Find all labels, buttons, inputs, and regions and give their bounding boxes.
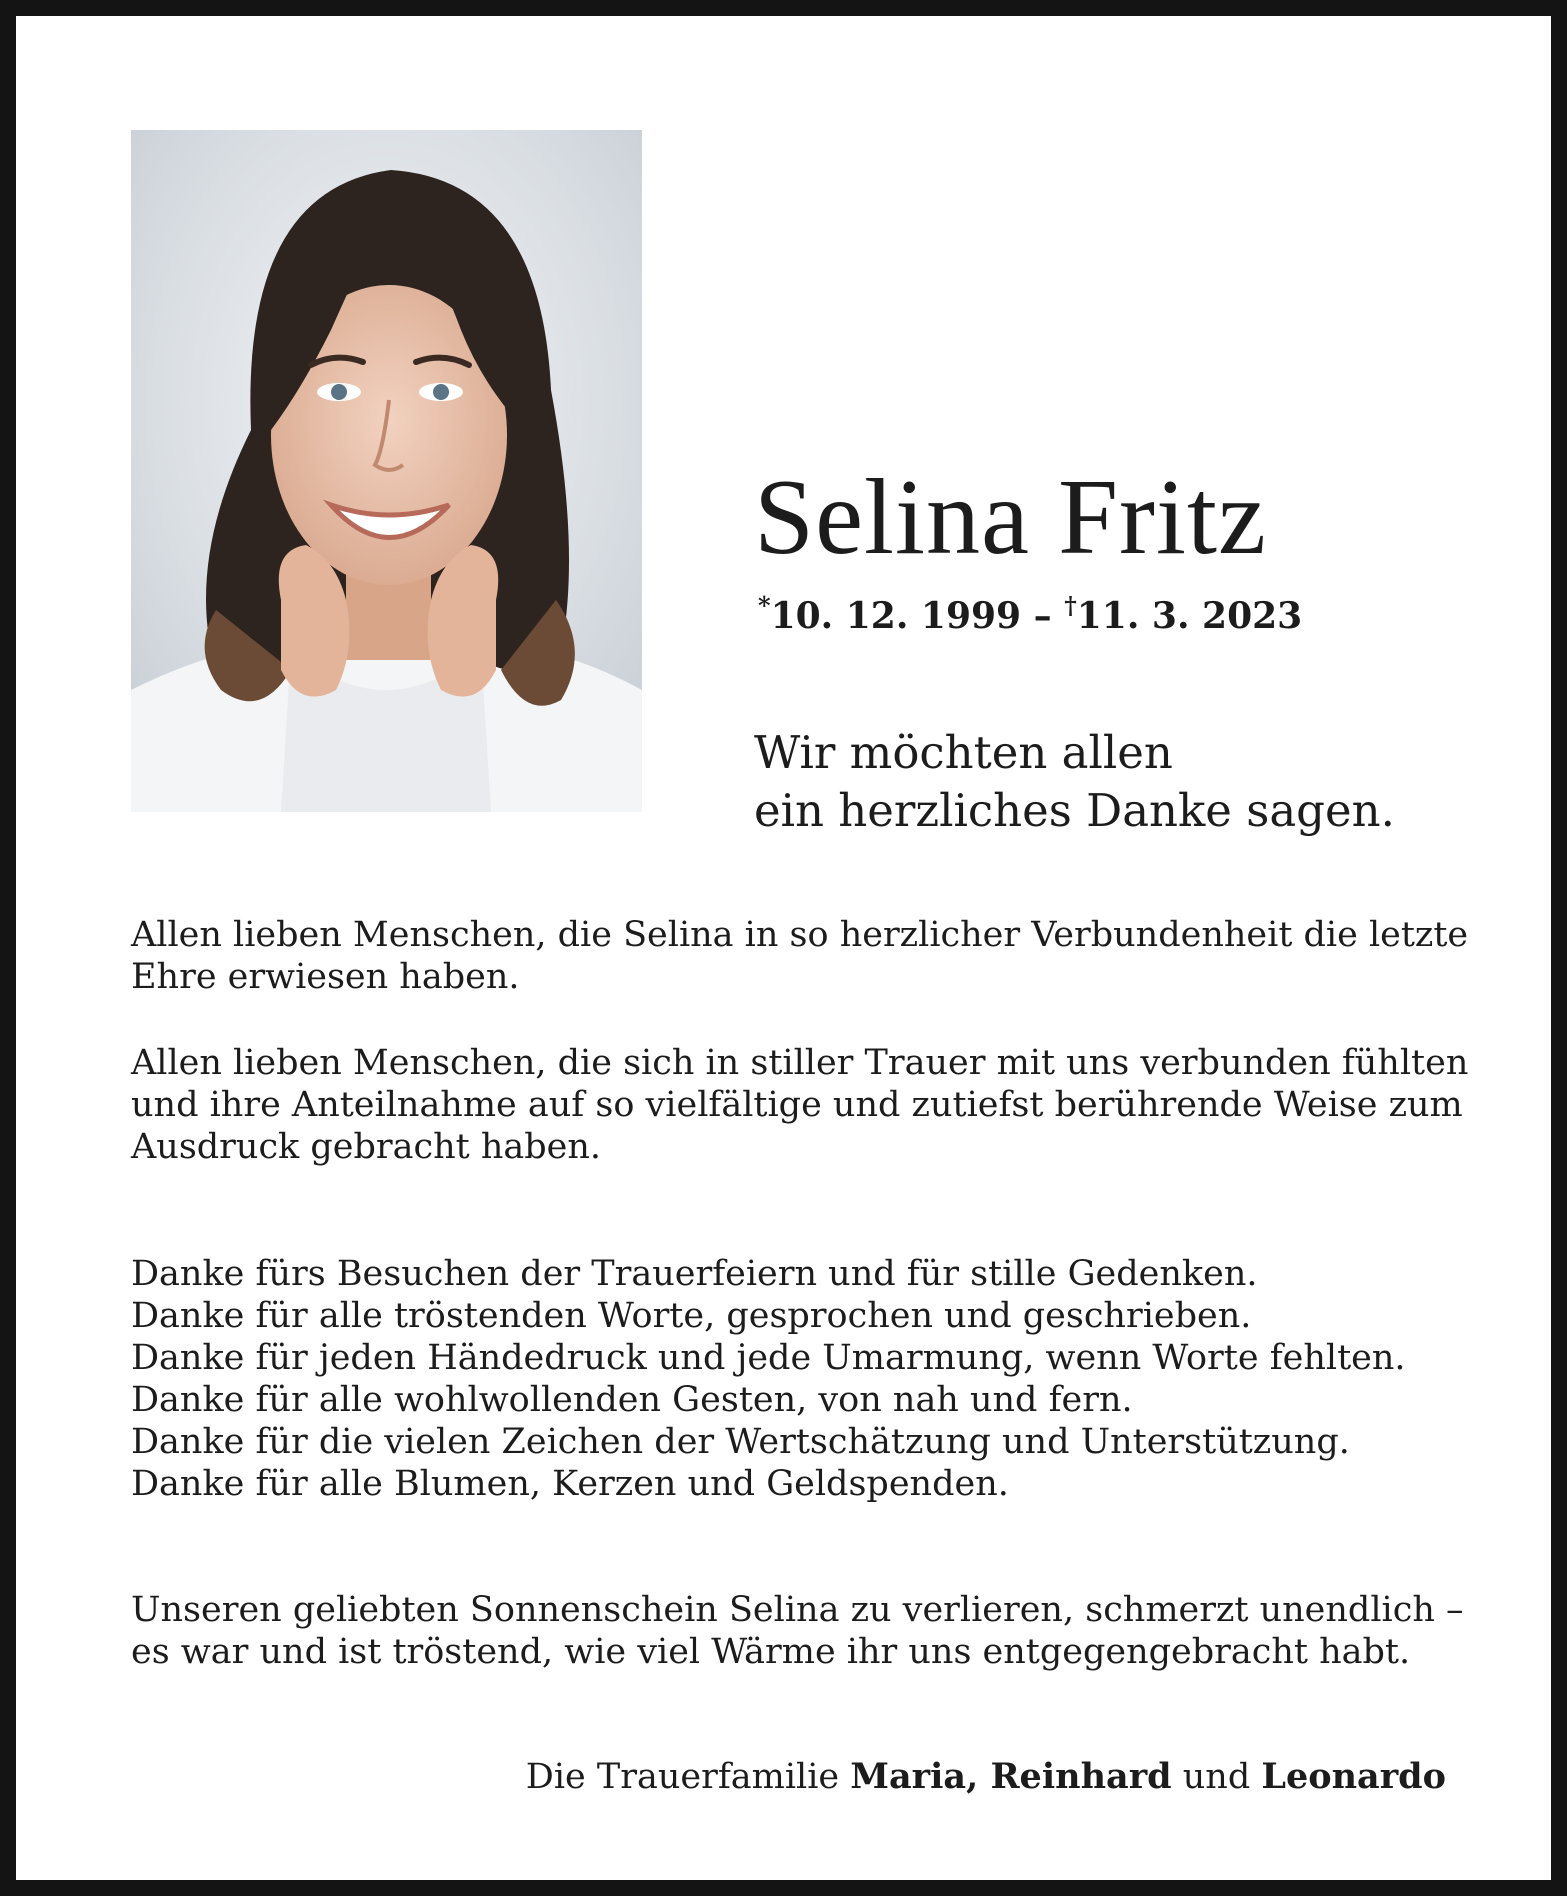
text-line: Allen lieben Menschen, die Selina in so herzlicher Verbundenheit die letzte	[131, 915, 1469, 955]
text-line: Allen lieben Menschen, die sich in stiller Trauer mit uns verbunden fühlten	[131, 1043, 1469, 1083]
birth-date: 10. 12. 1999	[770, 595, 1022, 637]
family-signature	[526, 1756, 1446, 1798]
thanks-item: Danke für alle Blumen, Kerzen und Geldspenden.	[131, 1464, 1009, 1504]
portrait-illustration	[131, 130, 642, 812]
intro-thanks	[754, 724, 1395, 840]
text-line: Unseren geliebten Sonnenschein Selina zu verlieren, schmerzt unendlich –	[131, 1590, 1464, 1630]
portrait-photo	[131, 130, 642, 812]
thanks-item: Danke für alle tröstenden Worte, gesprochen und geschrieben.	[131, 1296, 1252, 1336]
life-dates	[758, 591, 1303, 637]
birth-symbol: *	[758, 591, 771, 620]
death-date: 11. 3. 2023	[1076, 595, 1303, 637]
thanks-item: Danke für die vielen Zeichen der Wertschätzung und Unterstützung.	[131, 1422, 1350, 1462]
text-line: und ihre Anteilnahme auf so vielfältige und zutiefst berührende Weise zum	[131, 1085, 1463, 1125]
deceased-name: Selina Fritz	[754, 458, 1267, 577]
paragraph-funeral	[131, 914, 1469, 998]
signature-name: Maria, Reinhard	[850, 1756, 1172, 1797]
text-line: es war und ist tröstend, wie viel Wärme ihr uns entgegengebracht habt.	[131, 1632, 1411, 1672]
intro-line: ein herzliches Danke sagen.	[754, 784, 1395, 837]
death-symbol: †	[1064, 591, 1077, 620]
text-line: Ausdruck gebracht haben.	[131, 1127, 602, 1167]
thanks-item: Danke für jeden Händedruck und jede Umarmung, wenn Worte fehlten.	[131, 1338, 1406, 1378]
date-separator: –	[1033, 595, 1052, 637]
signature-prefix: Die Trauerfamilie	[525, 1757, 840, 1797]
paragraph-condolence	[131, 1042, 1469, 1168]
signature-name: Leonardo	[1261, 1756, 1446, 1797]
thanks-item: Danke fürs Besuchen der Trauerfeiern und für stille Gedenken.	[131, 1254, 1258, 1294]
thanks-item: Danke für alle wohlwollenden Gesten, von nah und fern.	[131, 1380, 1133, 1420]
intro-line: Wir möchten allen	[754, 726, 1173, 779]
thanks-list	[131, 1253, 1461, 1505]
paragraph-closing	[131, 1589, 1464, 1673]
signature-conjunction: und	[1182, 1757, 1251, 1797]
text-line: Ehre erwiesen haben.	[131, 957, 520, 997]
